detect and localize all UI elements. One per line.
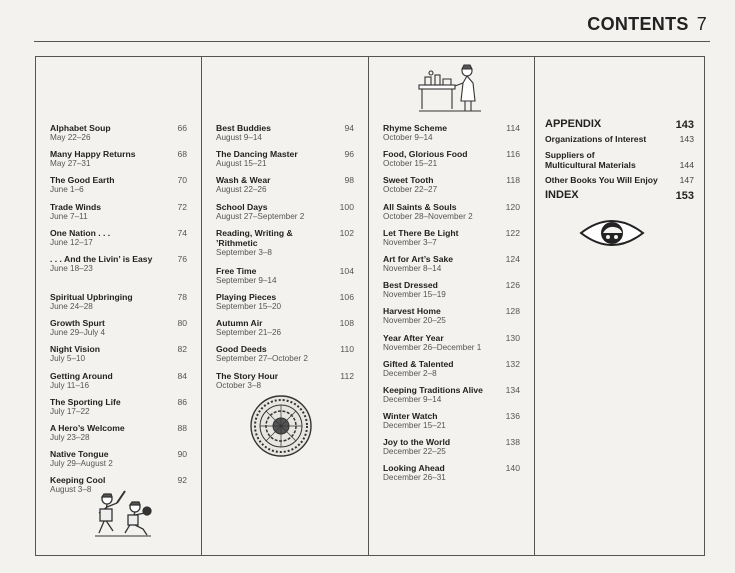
toc-entry — [50, 397, 193, 423]
entry-title: The Story Hour — [216, 370, 279, 381]
toc-entry — [50, 202, 193, 228]
entry-page-number: 124 — [505, 253, 520, 264]
entry-date: November 26–December 1 — [383, 342, 482, 352]
entry-title: The Dancing Master — [216, 149, 298, 160]
entry-page-number: 66 — [177, 123, 187, 133]
toc-entry — [50, 371, 193, 397]
baseball-players-illustration — [91, 489, 153, 541]
entry-date: August 3–8 — [50, 485, 92, 495]
entry-date: October 3–8 — [216, 380, 262, 390]
entry-page-number: 136 — [505, 411, 520, 422]
entry-date: September 21–26 — [216, 328, 282, 338]
entry-title: Winter Watch — [383, 411, 438, 422]
entry-date: August 27–September 2 — [216, 211, 305, 221]
entry-date: November 8–14 — [383, 263, 442, 273]
medallion-illustration — [249, 394, 313, 458]
entry-date: September 3–8 — [216, 247, 272, 257]
entry-page-number: 80 — [177, 318, 187, 329]
entry-title: Reading, Writing & ’Rithmetic — [216, 227, 293, 248]
entry-date: August 9–14 — [216, 133, 262, 142]
toc-entry — [383, 280, 526, 306]
appendix-page-number: 147 — [679, 175, 694, 185]
toc-entry — [216, 371, 360, 397]
appendix-page-number: 143 — [679, 134, 694, 144]
entry-page-number: 90 — [177, 449, 187, 460]
entry-page-number: 92 — [177, 475, 187, 486]
entry-title: All Saints & Souls — [383, 201, 457, 212]
toc-entry — [216, 318, 360, 344]
entry-date: June 18–23 — [50, 263, 93, 273]
appendix-item — [545, 150, 694, 170]
toc-entry — [383, 385, 526, 411]
toc-entry — [383, 202, 526, 228]
table-of-contents — [35, 56, 705, 556]
appendix-page-number: 153 — [675, 190, 694, 202]
entry-page-number: 126 — [505, 280, 520, 291]
entry-title: Looking Ahead — [383, 463, 445, 474]
header-rule — [34, 41, 710, 42]
page-number: 7 — [696, 14, 707, 34]
entry-title: Growth Spurt — [50, 318, 105, 329]
entry-date: June 7–11 — [50, 211, 88, 221]
entry-page-number: 98 — [344, 175, 354, 186]
entry-page-number: 100 — [339, 201, 354, 212]
entry-date: September 9–14 — [216, 275, 277, 285]
toc-entry — [383, 463, 526, 489]
entry-title: Food, Glorious Food — [383, 149, 468, 160]
toc-entry — [50, 449, 193, 475]
entry-title: Year After Year — [383, 332, 444, 343]
toc-entry — [383, 359, 526, 385]
entry-title: Keeping Cool — [50, 475, 106, 486]
entry-page-number: 114 — [506, 123, 520, 133]
entry-title: Art for Art’s Sake — [383, 253, 454, 264]
entry-date: May 22–26 — [50, 133, 91, 142]
toc-entry — [383, 333, 526, 359]
entry-date: December 2–8 — [383, 368, 437, 378]
appendix-label: APPENDIX — [545, 118, 602, 130]
entry-title: Best Buddies — [216, 123, 271, 133]
toc-column-2 — [202, 57, 369, 555]
entry-date: November 3–7 — [383, 237, 437, 247]
appendix-item — [545, 175, 694, 185]
entry-date: October 22–27 — [383, 185, 438, 195]
entry-title: Sweet Tooth — [383, 175, 434, 186]
toc-entry — [216, 123, 360, 149]
entry-page-number: 110 — [340, 344, 354, 355]
entry-date: May 27–31 — [50, 159, 91, 169]
toc-entry — [383, 123, 526, 149]
toc-entry — [50, 344, 193, 370]
entry-title: Getting Around — [50, 370, 113, 381]
entry-title: Harvest Home — [383, 306, 441, 317]
toc-column-4 — [535, 57, 706, 555]
entry-page-number: 78 — [177, 291, 187, 302]
toc-entry — [50, 423, 193, 449]
entry-title: Best Dressed — [383, 280, 438, 291]
entry-title: A Hero’s Welcome — [50, 422, 125, 433]
entry-title: Night Vision — [50, 344, 100, 355]
toc-column-3 — [369, 57, 535, 555]
entry-title: Wash & Wear — [216, 175, 271, 186]
appendix-item — [545, 190, 694, 200]
entry-title: Joy to the World — [383, 437, 451, 448]
entry-date: September 15–20 — [216, 301, 282, 311]
toc-entry — [383, 228, 526, 254]
entry-date: October 9–14 — [383, 133, 433, 142]
entry-page-number: 132 — [505, 358, 520, 369]
toc-entries — [50, 123, 193, 501]
toc-entry — [50, 123, 193, 149]
child-at-desk-illustration — [417, 61, 483, 115]
entry-date: October 15–21 — [383, 159, 438, 169]
entry-date: June 29–July 4 — [50, 328, 106, 338]
entry-date: July 23–28 — [50, 432, 90, 442]
entry-title: Rhyme Scheme — [383, 123, 448, 133]
entry-page-number: 108 — [339, 318, 354, 329]
entry-page-number: 94 — [344, 123, 354, 133]
entry-title: Keeping Traditions Alive — [383, 384, 483, 395]
entry-page-number: 130 — [505, 332, 520, 343]
entry-page-number: 68 — [177, 149, 187, 160]
entry-title: Gifted & Talented — [383, 358, 454, 369]
entry-page-number: 112 — [340, 370, 354, 381]
entry-title: Many Happy Returns — [50, 149, 136, 160]
toc-entry — [383, 254, 526, 280]
entry-page-number: 128 — [505, 306, 520, 317]
entry-page-number: 118 — [506, 175, 520, 186]
entry-date: July 29–August 2 — [50, 459, 113, 469]
toc-entry — [50, 149, 193, 175]
toc-entry — [383, 175, 526, 201]
toc-entry — [216, 228, 360, 266]
entry-date: June 12–17 — [50, 237, 93, 247]
toc-column-1 — [36, 57, 202, 555]
entry-date: November 20–25 — [383, 316, 446, 326]
toc-entry — [50, 318, 193, 344]
toc-entries — [216, 123, 360, 397]
entry-date: July 5–10 — [50, 354, 86, 364]
entry-title: One Nation . . . — [50, 227, 111, 238]
toc-entry — [216, 202, 360, 228]
entry-page-number: 84 — [177, 370, 187, 381]
entry-date: September 27–October 2 — [216, 354, 308, 364]
entry-page-number: 104 — [339, 265, 354, 276]
entry-page-number: 116 — [506, 149, 520, 160]
entry-date: August 22–26 — [216, 185, 267, 195]
entry-date: August 15–21 — [216, 159, 267, 169]
toc-entry — [216, 149, 360, 175]
appendix-label: Other Books You Will Enjoy — [545, 175, 658, 185]
eye-emblem-illustration — [579, 215, 645, 251]
entry-page-number: 88 — [177, 422, 187, 433]
toc-entry — [383, 306, 526, 332]
entry-title: Free Time — [216, 265, 257, 276]
toc-entry — [216, 292, 360, 318]
appendix-label: INDEX — [545, 189, 579, 201]
entry-title: Good Deeds — [216, 344, 267, 355]
entry-page-number: 120 — [505, 201, 520, 212]
entry-date: June 1–6 — [50, 185, 84, 195]
page-header — [587, 14, 707, 35]
entry-page-number: 138 — [505, 437, 520, 448]
entry-date: November 15–19 — [383, 290, 446, 300]
entry-date: October 28–November 2 — [383, 211, 473, 221]
entry-page-number: 76 — [177, 253, 187, 264]
entry-title: School Days — [216, 201, 268, 212]
entry-page-number: 96 — [344, 149, 354, 160]
appendix-item — [545, 134, 694, 144]
appendix-page-number: 143 — [675, 119, 694, 131]
toc-entry — [216, 344, 360, 370]
toc-entry — [216, 175, 360, 201]
entry-date: July 11–16 — [50, 380, 89, 390]
entry-page-number: 70 — [177, 175, 187, 186]
entry-date: July 17–22 — [50, 406, 90, 416]
toc-entry — [383, 411, 526, 437]
appendix-label: Suppliers of Multicultural Materials — [545, 150, 636, 170]
entry-date: June 24–28 — [50, 301, 93, 311]
toc-entry — [50, 175, 193, 201]
entry-date: December 26–31 — [383, 473, 446, 483]
entry-page-number: 106 — [339, 291, 354, 302]
entry-title: The Sporting Life — [50, 396, 121, 407]
entry-title: Playing Pieces — [216, 291, 277, 302]
entry-page-number: 82 — [177, 344, 187, 355]
entry-page-number: 102 — [339, 227, 354, 238]
entry-title: Spiritual Upbringing — [50, 291, 133, 302]
entry-page-number: 72 — [177, 201, 187, 212]
entry-date: December 22–25 — [383, 447, 446, 457]
entry-title: Trade Winds — [50, 201, 102, 212]
toc-entries — [383, 123, 526, 490]
toc-entry — [50, 292, 193, 318]
entry-page-number: 86 — [177, 396, 187, 407]
entry-page-number: 122 — [505, 227, 520, 238]
appendix-item — [545, 119, 694, 129]
entry-title: . . . And the Livin’ is Easy — [50, 253, 153, 264]
entry-page-number: 74 — [177, 227, 187, 238]
entry-date: December 15–21 — [383, 421, 446, 431]
entry-page-number: 134 — [505, 384, 520, 395]
entry-title: Let There Be Light — [383, 227, 459, 238]
appendix-list — [545, 119, 694, 200]
toc-entry — [383, 437, 526, 463]
entry-date: December 9–14 — [383, 394, 442, 404]
entry-title: Autumn Air — [216, 318, 263, 329]
page-title: CONTENTS — [587, 14, 689, 34]
toc-entry — [216, 266, 360, 292]
entry-title: Native Tongue — [50, 449, 109, 460]
toc-entry — [50, 228, 193, 254]
entry-title: Alphabet Soup — [50, 123, 111, 133]
entry-page-number: 140 — [505, 463, 520, 474]
appendix-label: Organizations of Interest — [545, 134, 647, 144]
appendix-page-number: 144 — [679, 160, 694, 170]
toc-entry — [383, 149, 526, 175]
toc-entry — [50, 254, 193, 292]
entry-title: The Good Earth — [50, 175, 115, 186]
